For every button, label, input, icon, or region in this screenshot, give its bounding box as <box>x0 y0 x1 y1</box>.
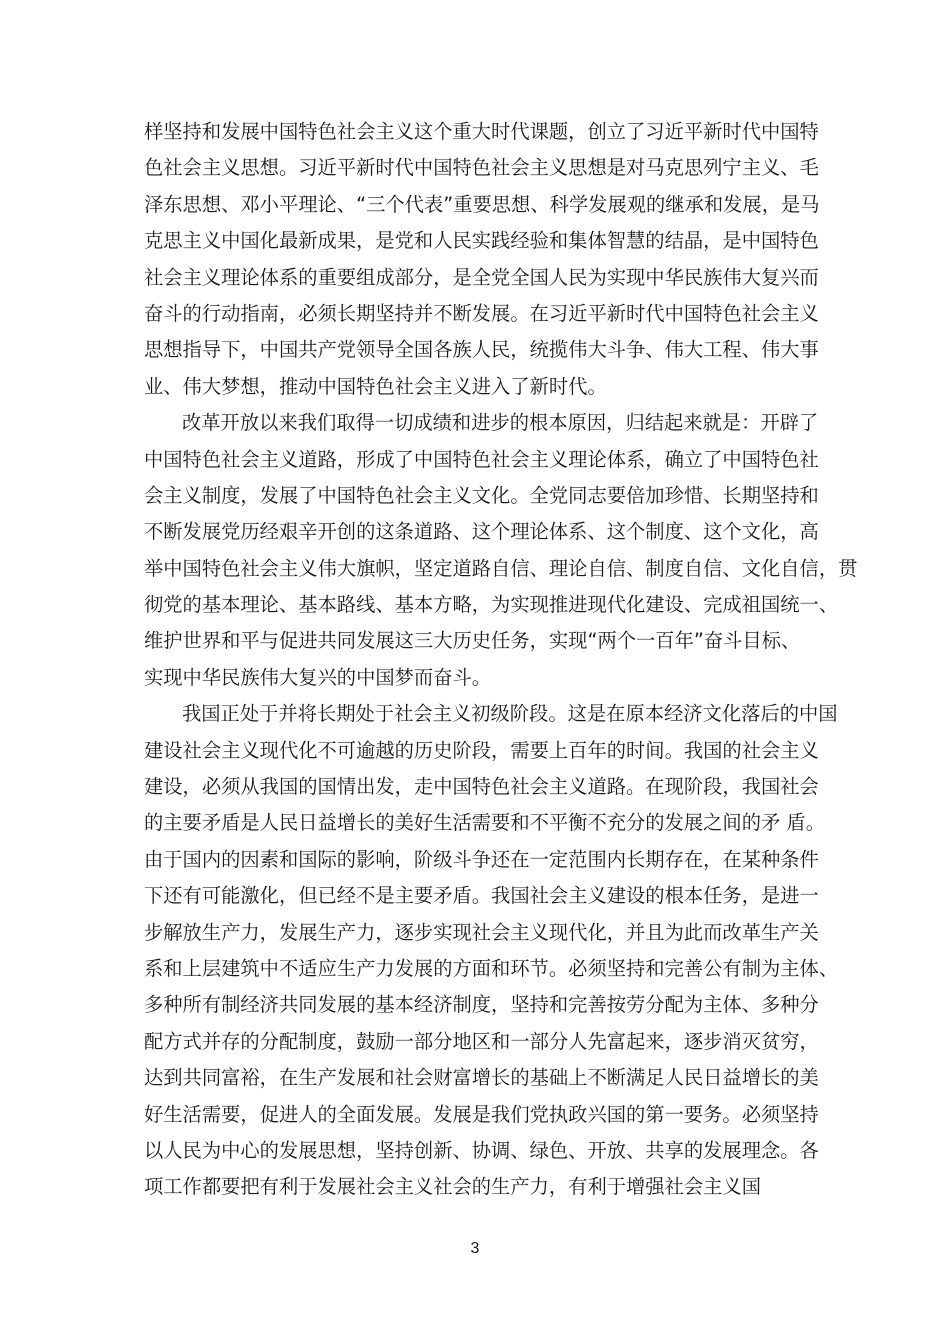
paragraph <box>144 405 858 696</box>
text-line: 举中国特色社会主义伟大旗帜，坚定道路自信、理论自信、制度自信、文化自信，贯 <box>144 556 858 580</box>
text-line: 由于国内的因素和国际的影响，阶级斗争还在一定范围内长期存在，在某种条件 <box>144 847 819 871</box>
text-line: 的主要矛盾是人民日益增长的美好生活需要和不平衡不充分的发展之间的矛 盾。 <box>144 811 825 835</box>
text-line: 思想指导下，中国共产党领导全国各族人民，统揽伟大斗争、伟大工程、伟大事 <box>144 338 819 362</box>
text-line: 下还有可能激化，但已经不是主要矛盾。我国社会主义建设的根本任务，是进一 <box>144 884 819 908</box>
page-number: 3 <box>470 1240 480 1257</box>
text-line: 建设，必须从我国的国情出发，走中国特色社会主义道路。在现阶段，我国社会 <box>144 775 819 799</box>
text-line: 泽东思想、邓小平理论、“三个代表”重要思想、科学发展观的继承和发展，是马 <box>144 192 820 216</box>
text-line: 实现中华民族伟大复兴的中国梦而奋斗。 <box>144 665 492 689</box>
paragraph <box>144 114 819 405</box>
text-line: 样坚持和发展中国特色社会主义这个重大时代课题，创立了习近平新时代中国特 <box>144 120 819 143</box>
text-line: 配方式并存的分配制度，鼓励一部分地区和一部分人先富起来，逐步消灭贫穷， <box>144 1029 819 1053</box>
text-line: 奋斗的行动指南，必须长期坚持并不断发展。在习近平新时代中国特色社会主义 <box>144 301 819 325</box>
text-line: 彻党的基本理论、基本路线、基本方略，为实现推进现代化建设、完成祖国统一、 <box>144 593 839 617</box>
text-line: 业、伟大梦想，推动中国特色社会主义进入了新时代。 <box>144 374 607 398</box>
text-line: 改革开放以来我们取得一切成绩和进步的根本原因，归结起来就是：开辟了 <box>182 411 819 435</box>
text-line: 好生活需要，促进人的全面发展。发展是我们党执政兴国的第一要务。必须坚持 <box>144 1102 819 1126</box>
paragraph <box>144 696 839 1205</box>
text-line: 系和上层建筑中不适应生产力发展的方面和环节。必须坚持和完善公有制为主体、 <box>144 956 839 980</box>
text-line: 多种所有制经济共同发展的基本经济制度，坚持和完善按劳分配为主体、多种分 <box>144 993 819 1017</box>
text-line: 达到共同富裕，在生产发展和社会财富增长的基础上不断满足人民日益增长的美 <box>144 1066 819 1090</box>
text-line: 克思主义中国化最新成果，是党和人民实践经验和集体智慧的结晶，是中国特色 <box>144 229 819 253</box>
body-text <box>144 114 858 1206</box>
text-line: 不断发展党历经艰辛开创的这条道路、这个理论体系、这个制度、这个文化，高 <box>144 520 819 544</box>
text-line: 中国特色社会主义道路，形成了中国特色社会主义理论体系，确立了中国特色社 <box>144 447 819 471</box>
text-line: 以人民为中心的发展思想，坚持创新、协调、绿色、开放、共享的发展理念。各 <box>144 1138 819 1162</box>
text-line: 会主义制度，发展了中国特色社会主义文化。全党同志要倍加珍惜、长期坚持和 <box>144 483 819 507</box>
text-line: 维护世界和平与促进共同发展这三大历史任务，实现“两个一百年”奋斗目标、 <box>144 629 801 653</box>
text-line: 社会主义理论体系的重要组成部分，是全党全国人民为实现中华民族伟大复兴而 <box>144 265 819 289</box>
text-line: 我国正处于并将长期处于社会主义初级阶段。这是在原本经济文化落后的中国 <box>182 702 838 726</box>
text-line: 项工作都要把有利于发展社会主义社会的生产力，有利于增强社会主义国 <box>144 1175 761 1199</box>
text-line: 建设社会主义现代化不可逾越的历史阶段，需要上百年的时间。我国的社会主义 <box>144 738 819 762</box>
text-line: 步解放生产力，发展生产力，逐步实现社会主义现代化，并且为此而改革生产关 <box>144 920 819 944</box>
text-line: 色社会主义思想。习近平新时代中国特色社会主义思想是对马克思列宁主义、毛 <box>144 156 819 180</box>
